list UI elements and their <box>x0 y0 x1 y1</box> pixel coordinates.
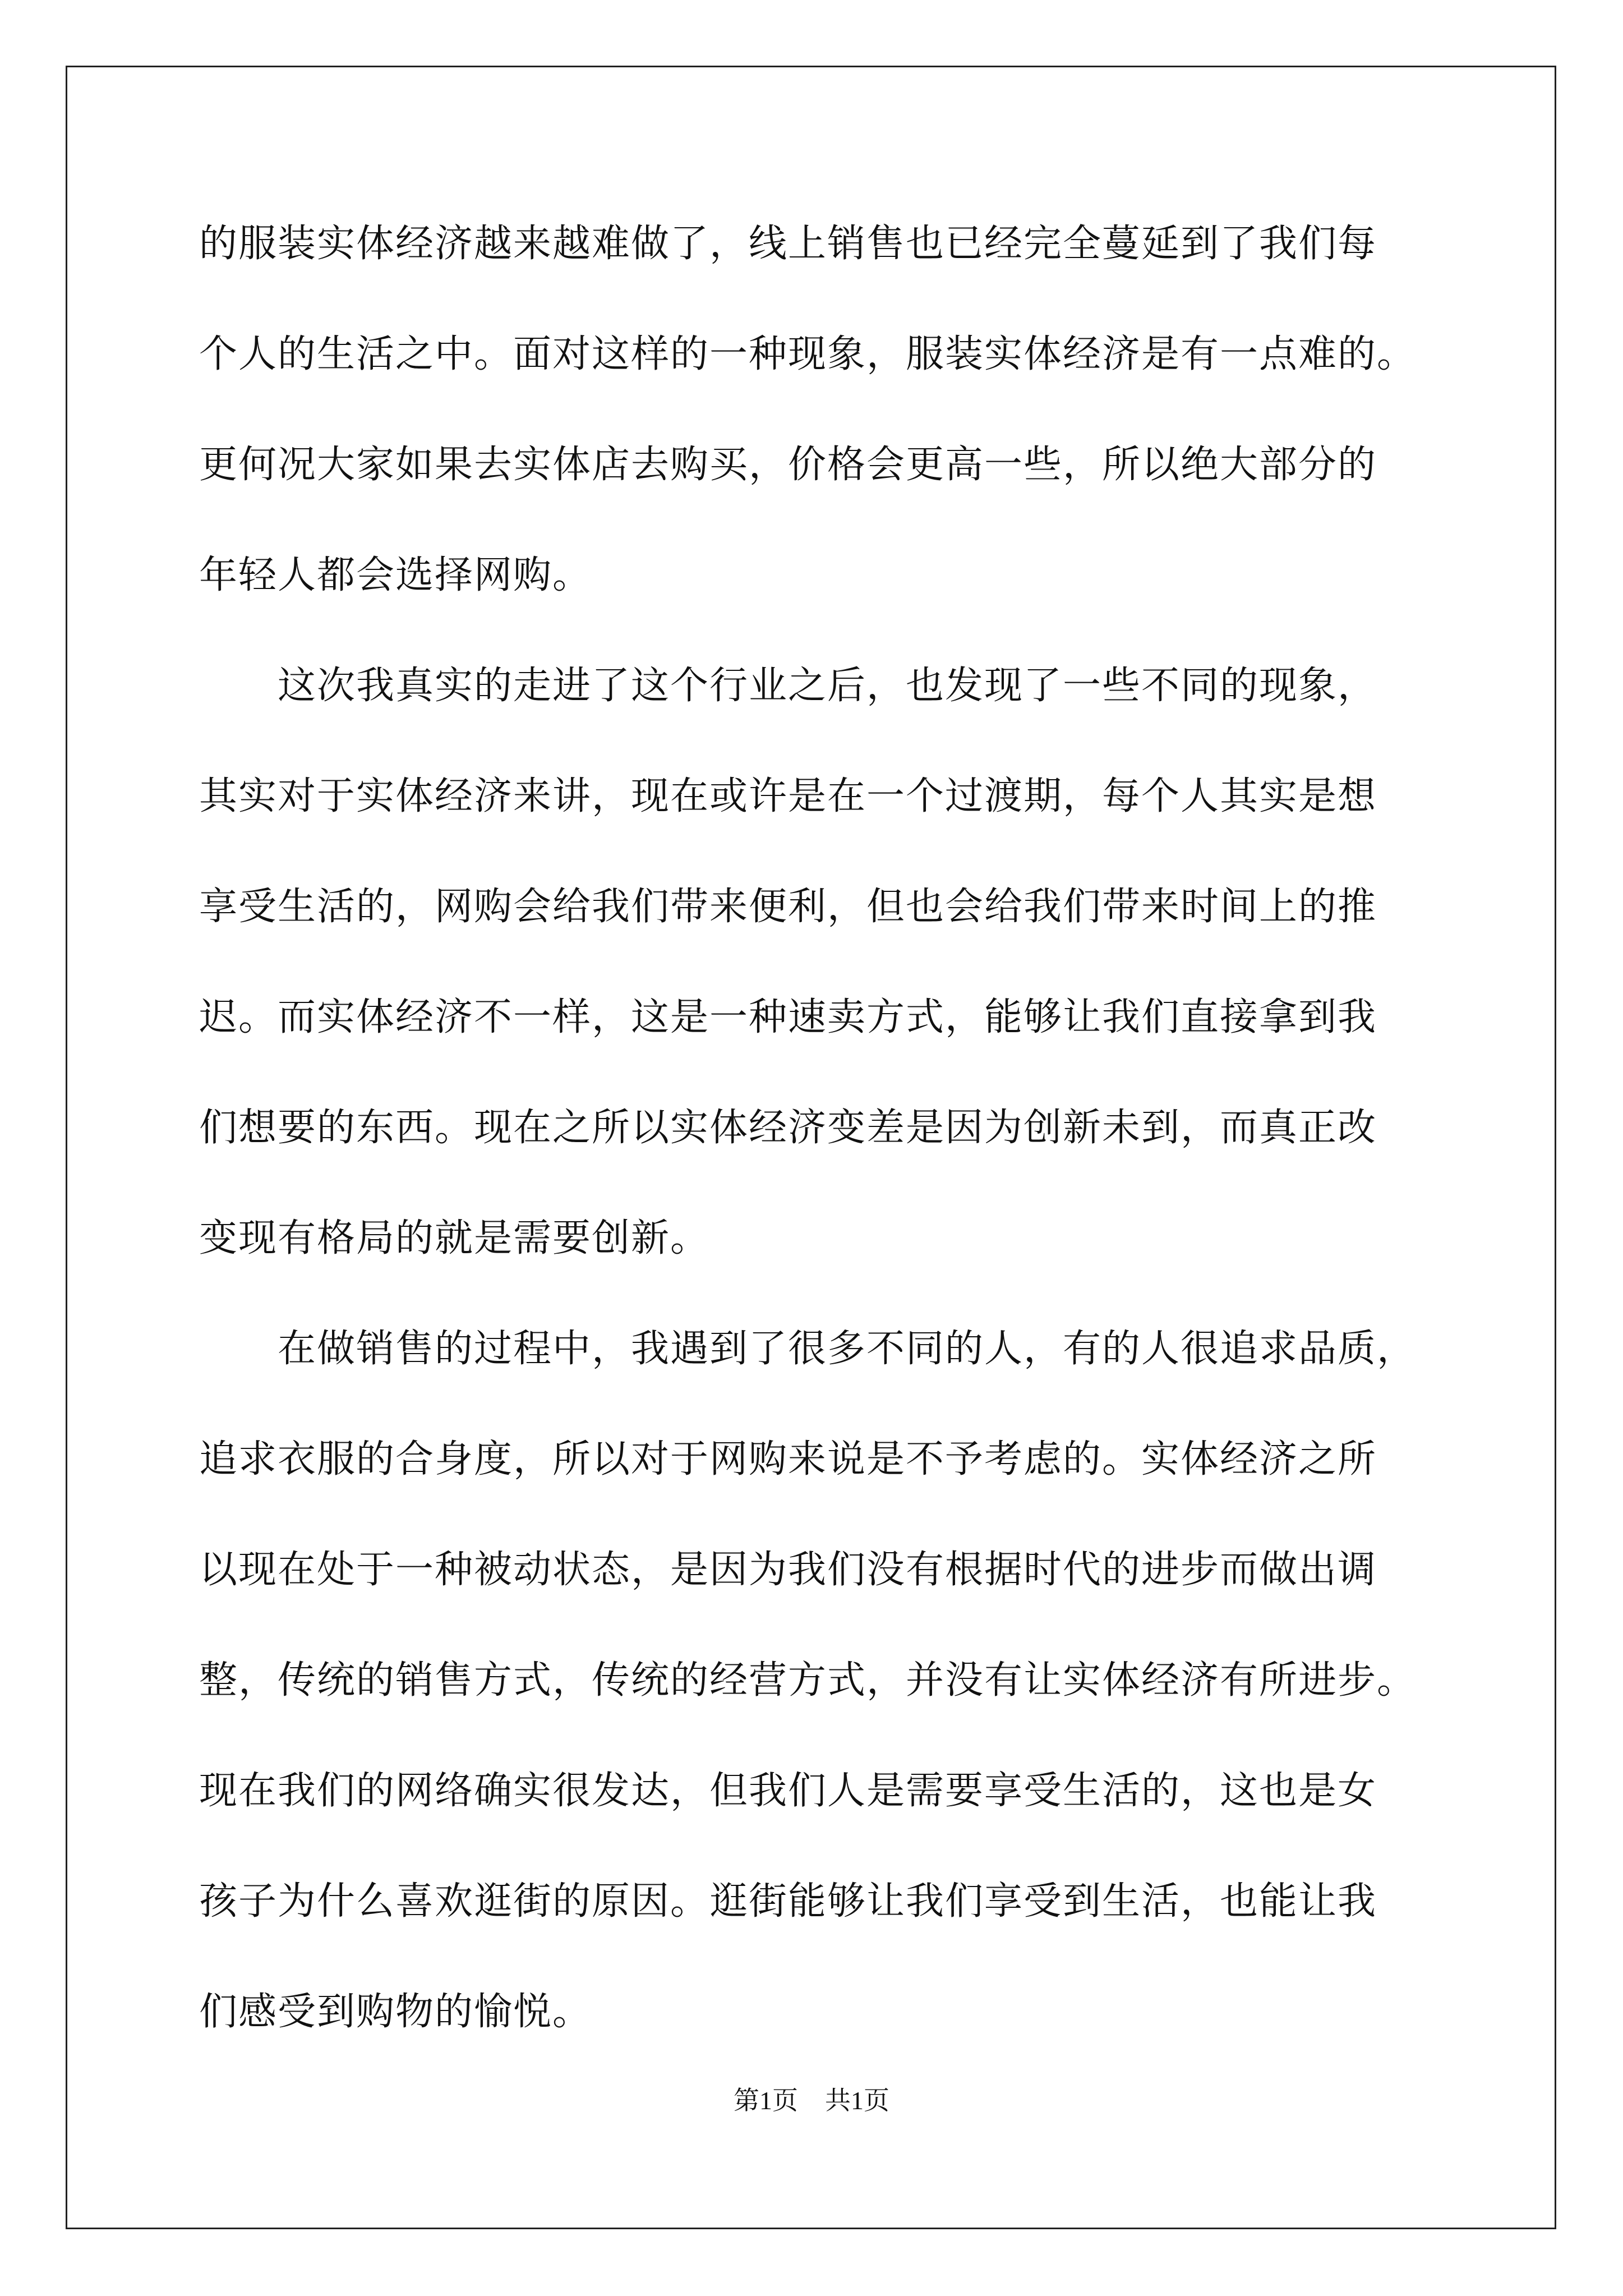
page-footer <box>0 2080 1623 2117</box>
text-line: 们想要的东西。现在之所以实体经济变差是因为创新未到，而真正改 <box>199 1106 1377 1150</box>
page-number: 第1页 <box>734 2086 798 2115</box>
document-body <box>199 216 1427 2095</box>
text-line: 变现有格局的就是需要创新。 <box>199 1216 710 1260</box>
text-line: 更何况大家如果去实体店去购买，价格会更高一些，所以绝大部分的 <box>199 443 1377 487</box>
text-line: 以现在处于一种被动状态，是因为我们没有根据时代的进步而做出调 <box>199 1548 1377 1592</box>
text-line: 个人的生活之中。面对这样的一种现象，服装实体经济是有一点难的。 <box>199 332 1417 376</box>
text-line: 追求衣服的合身度，所以对于网购来说是不予考虑的。实体经济之所 <box>199 1437 1377 1481</box>
text-line: 这次我真实的走进了这个行业之后，也发现了一些不同的现象， <box>199 664 1377 708</box>
text-line: 享受生活的，网购会给我们带来便利，但也会给我们带来时间上的推 <box>199 885 1377 929</box>
text-line: 在做销售的过程中，我遇到了很多不同的人，有的人很追求品质， <box>199 1327 1417 1371</box>
text-line: 年轻人都会选择网购。 <box>199 553 592 597</box>
text-line: 现在我们的网络确实很发达，但我们人是需要享受生活的，这也是女 <box>199 1769 1377 1813</box>
page-total: 共1页 <box>825 2086 889 2115</box>
text-line: 孩子为什么喜欢逛街的原因。逛街能够让我们享受到生活，也能让我 <box>199 1879 1377 1924</box>
text-line: 的服装实体经济越来越难做了，线上销售也已经完全蔓延到了我们每 <box>199 222 1377 266</box>
text-line: 迟。而实体经济不一样，这是一种速卖方式，能够让我们直接拿到我 <box>199 995 1377 1039</box>
text-line: 其实对于实体经济来讲，现在或许是在一个过渡期，每个人其实是想 <box>199 774 1377 818</box>
text-line: 们感受到购物的愉悦。 <box>199 1990 592 2034</box>
text-line: 整，传统的销售方式，传统的经营方式，并没有让实体经济有所进步。 <box>199 1658 1417 1703</box>
